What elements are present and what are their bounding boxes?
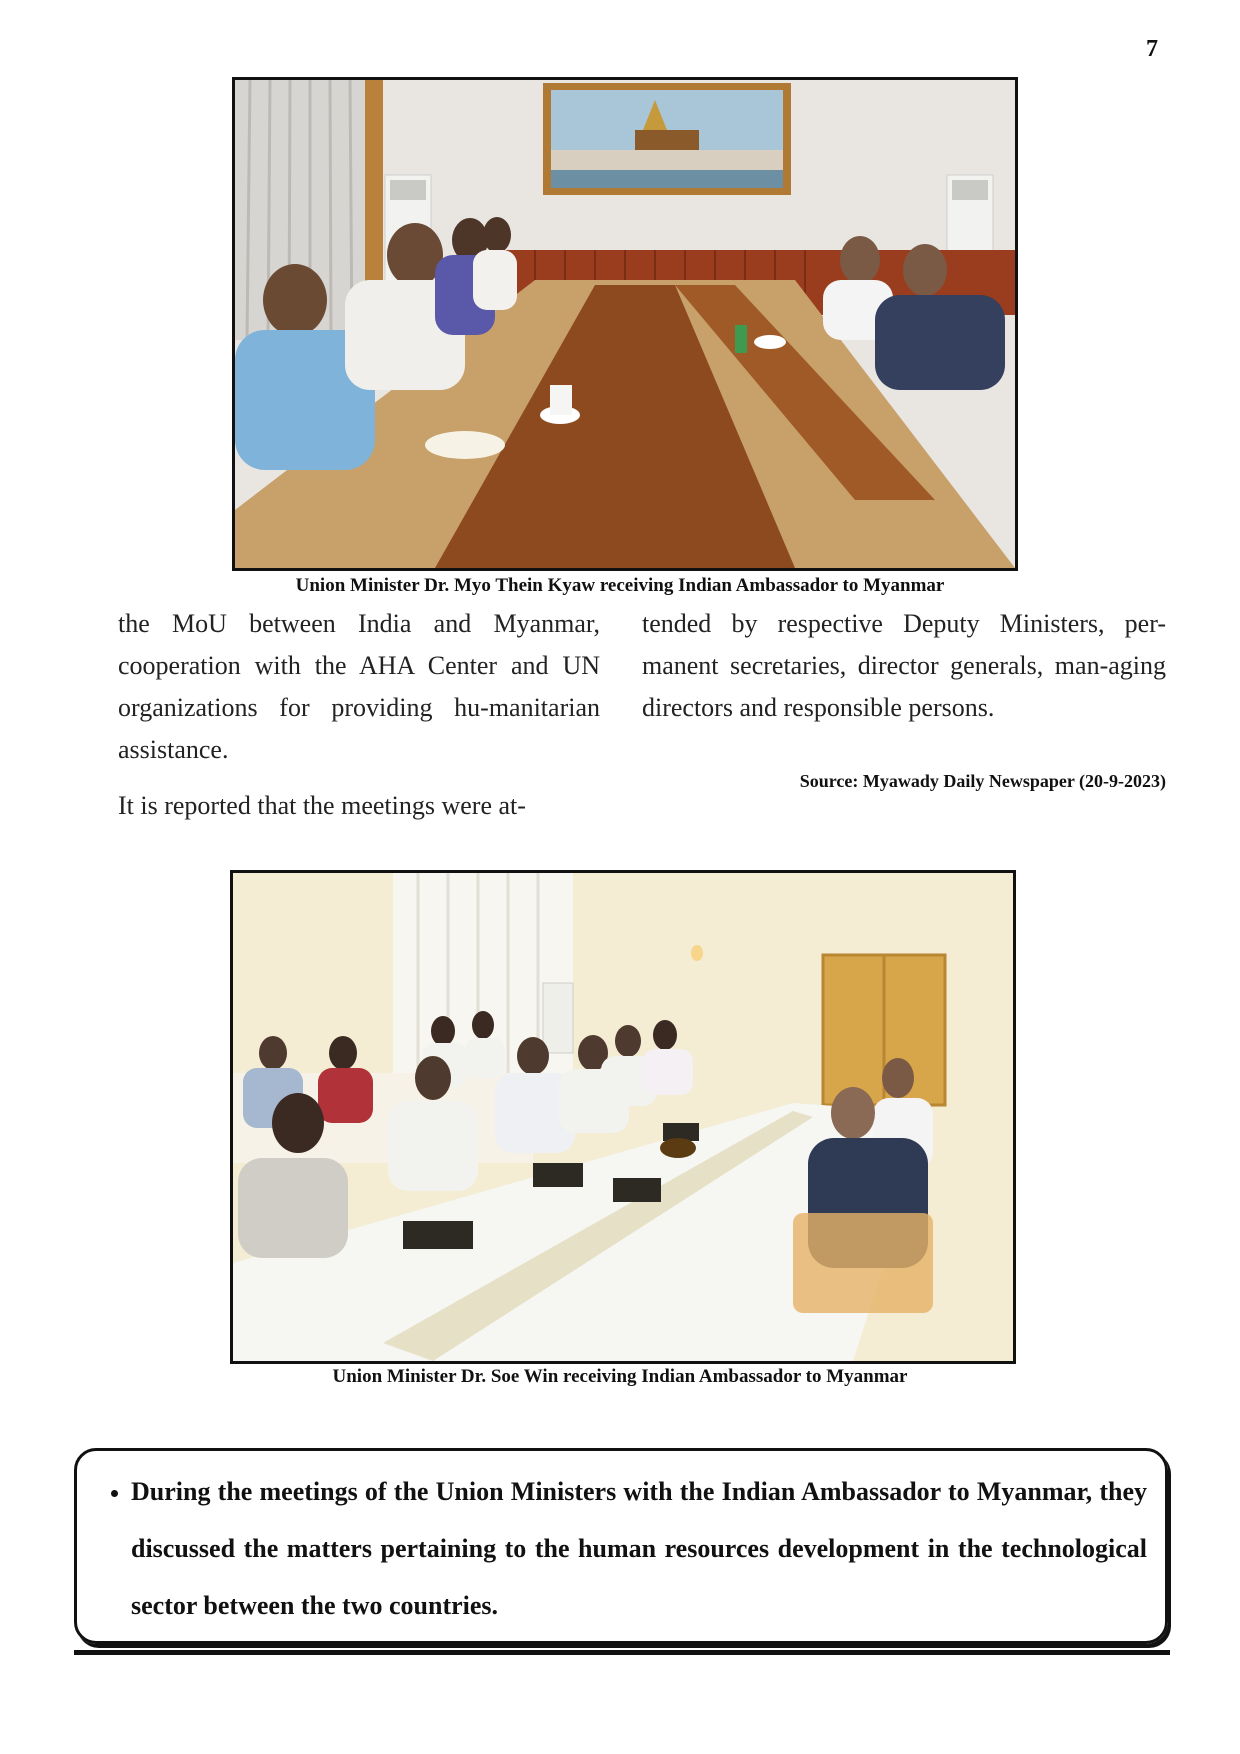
page-number: 7 — [1146, 36, 1158, 62]
photo-1-caption: Union Minister Dr. Myo Thein Kyaw receiving Indian Ambassador to Myanmar — [295, 575, 945, 596]
article-right-paragraph-1: tended by respective Deputy Ministers, per-manent secretaries, director generals, man-aging directors and responsible persons. — [642, 609, 1166, 722]
article-left-column — [118, 603, 600, 827]
meeting-photo-2-image — [233, 873, 1013, 1361]
article-source: Source: Myawady Daily Newspaper (20-9-2023) — [799, 771, 1166, 791]
article-left-paragraph-1: the MoU between India and Myanmar, cooperation with the AHA Center and UN organizations for providing hu-manitarian assistance. — [118, 609, 600, 764]
article-right-column — [642, 603, 1166, 729]
highlight-callout-box — [74, 1448, 1168, 1644]
callout-list — [77, 1451, 1165, 1634]
meeting-photo-2 — [230, 870, 1016, 1364]
meeting-photo-1 — [232, 77, 1018, 571]
bottom-divider — [74, 1650, 1170, 1655]
photo-2-caption: Union Minister Dr. Soe Win receiving Indian Ambassador to Myanmar — [332, 1366, 908, 1387]
meeting-photo-1-image — [235, 80, 1015, 568]
callout-bullet-item: • During the meetings of the Union Ministers with the Indian Ambassador to Myanmar, they discussed the matters pertaining to the human resources development in the technological sector between the two countries. — [131, 1463, 1147, 1634]
article-left-paragraph-2: It is reported that the meetings were at- — [118, 791, 526, 820]
